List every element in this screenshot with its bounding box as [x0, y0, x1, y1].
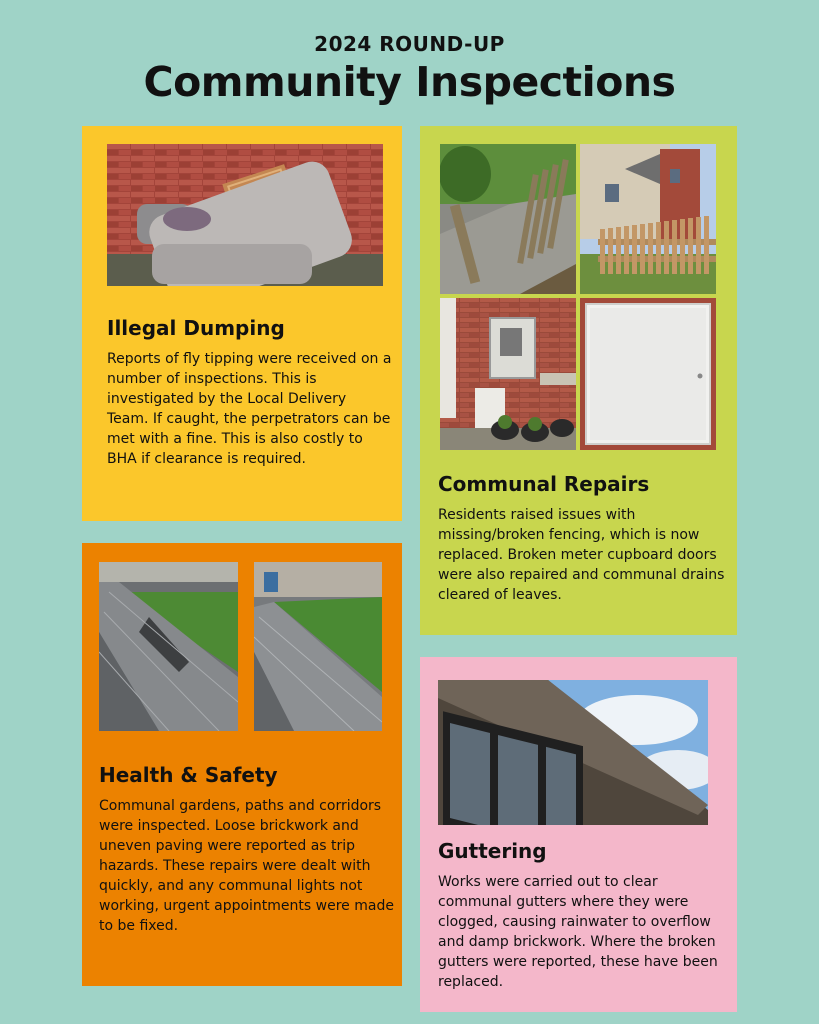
- guttering-heading: Guttering: [438, 839, 547, 863]
- meter-cupboard-photo: [440, 298, 576, 450]
- panel-guttering: [420, 657, 737, 1012]
- guttering-body: Works were carried out to clear communal gutters where they were clogged, causing rainwater to overflow and damp brickwork. Where the broken gutters were reported, these have been replaced.: [438, 874, 718, 990]
- communal-repairs-heading: Communal Repairs: [438, 472, 650, 496]
- subtitle: 2024 ROUND-UP: [314, 32, 505, 56]
- panel-health-safety: [82, 543, 402, 986]
- gutter-photo: [438, 680, 708, 825]
- communal-repairs-body: Residents raised issues with missing/broken fencing, which is now replaced. Broken meter cupboard doors were also repaired and communal drains cleared of leaves.: [438, 507, 725, 603]
- repaired-cupboard-door-photo: [580, 298, 716, 450]
- broken-fence-photo: [440, 144, 576, 294]
- page-title: Community Inspections: [143, 58, 676, 106]
- panel-communal-repairs: [420, 126, 737, 635]
- illegal-dumping-body: Reports of fly tipping were received on a number of inspections. This is investigated by the Local Delivery Team. If caught, the perpetrators can be met with a fine. This is also costly to BHA if clearance is required.: [107, 351, 392, 467]
- health-safety-heading: Health & Safety: [99, 763, 278, 787]
- fly-tipping-photo: [107, 144, 383, 286]
- loose-brickwork-photo: [99, 562, 238, 731]
- health-safety-body: Communal gardens, paths and corridors were inspected. Loose brickwork and uneven paving were reported as trip hazards. These repairs were dealt with quickly, and any communal lights not working, urgent appointments were made to be fixed.: [99, 798, 394, 934]
- uneven-paving-photo: [254, 562, 382, 731]
- new-fence-photo: [580, 144, 716, 294]
- panel-illegal-dumping: [82, 126, 402, 521]
- illegal-dumping-heading: Illegal Dumping: [107, 316, 285, 340]
